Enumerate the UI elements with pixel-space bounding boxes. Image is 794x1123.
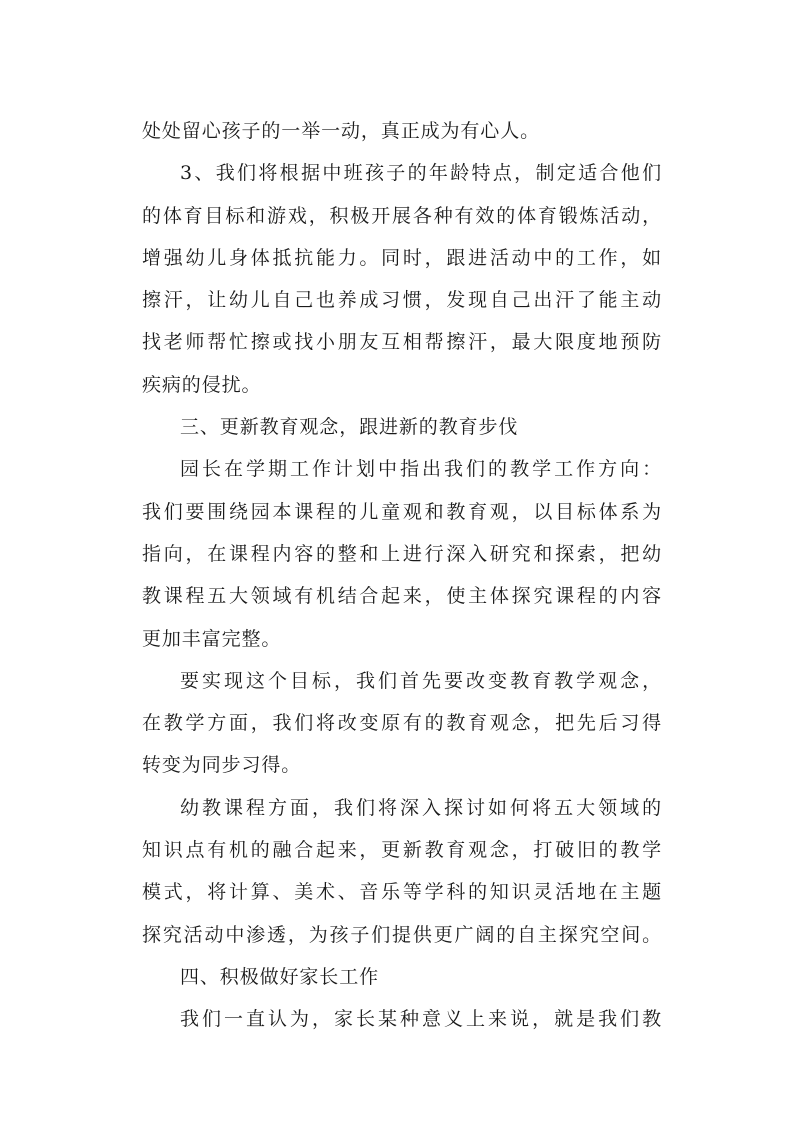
text-line: 增强幼儿身体抵抗能力。同时，跟进活动中的工作，如 [142,246,662,269]
text-line: 要实现这个目标，我们首先要改变教育教学观念， [180,669,662,692]
text-line: 教课程五大领域有机结合起来，使主体探究课程的内容 [142,585,662,608]
text-line: 转变为同步习得。 [142,754,302,777]
text-line: 在教学方面，我们将改变原有的教育观念，把先后习得 [142,712,662,735]
text-line: 我们要围绕园本课程的儿童观和教育观，以目标体系为 [142,500,662,523]
text-line: 疾病的侵扰。 [142,373,262,396]
text-line: 我们一直认为，家长某种意义上来说，就是我们教 [180,1008,662,1031]
text-line: 的体育目标和游戏，积极开展各种有效的体育锻炼活动， [142,204,662,227]
text-line: 更加丰富完整。 [142,627,282,650]
text-line: 三、更新教育观念，跟进新的教育步伐 [180,416,519,439]
text-line: 幼教课程方面，我们将深入探讨如何将五大领域的 [180,796,662,819]
text-line: 擦汗，让幼儿自己也养成习惯，发现自己出汗了能主动 [142,289,662,312]
text-line: 指向，在课程内容的整和上进行深入研究和探索，把幼 [142,542,662,565]
text-line: 园长在学期工作计划中指出我们的教学工作方向： [180,458,662,481]
text-line: 处处留心孩子的一举一动，真正成为有心人。 [142,120,541,142]
text-line: 找老师帮忙擦或找小朋友互相帮擦汗，最大限度地预防 [142,331,662,354]
text-line: 3、我们将根据中班孩子的年龄特点，制定适合他们 [180,162,662,185]
text-line: 知识点有机的融合起来，更新教育观念，打破旧的教学 [142,839,662,862]
text-line: 四、积极做好家长工作 [180,965,380,988]
text-line: 模式，将计算、美术、音乐等学科的知识灵活地在主题 [142,881,662,904]
document-body [142,110,662,1041]
text-line: 探究活动中渗透，为孩子们提供更广阔的自主探究空间。 [142,923,662,946]
